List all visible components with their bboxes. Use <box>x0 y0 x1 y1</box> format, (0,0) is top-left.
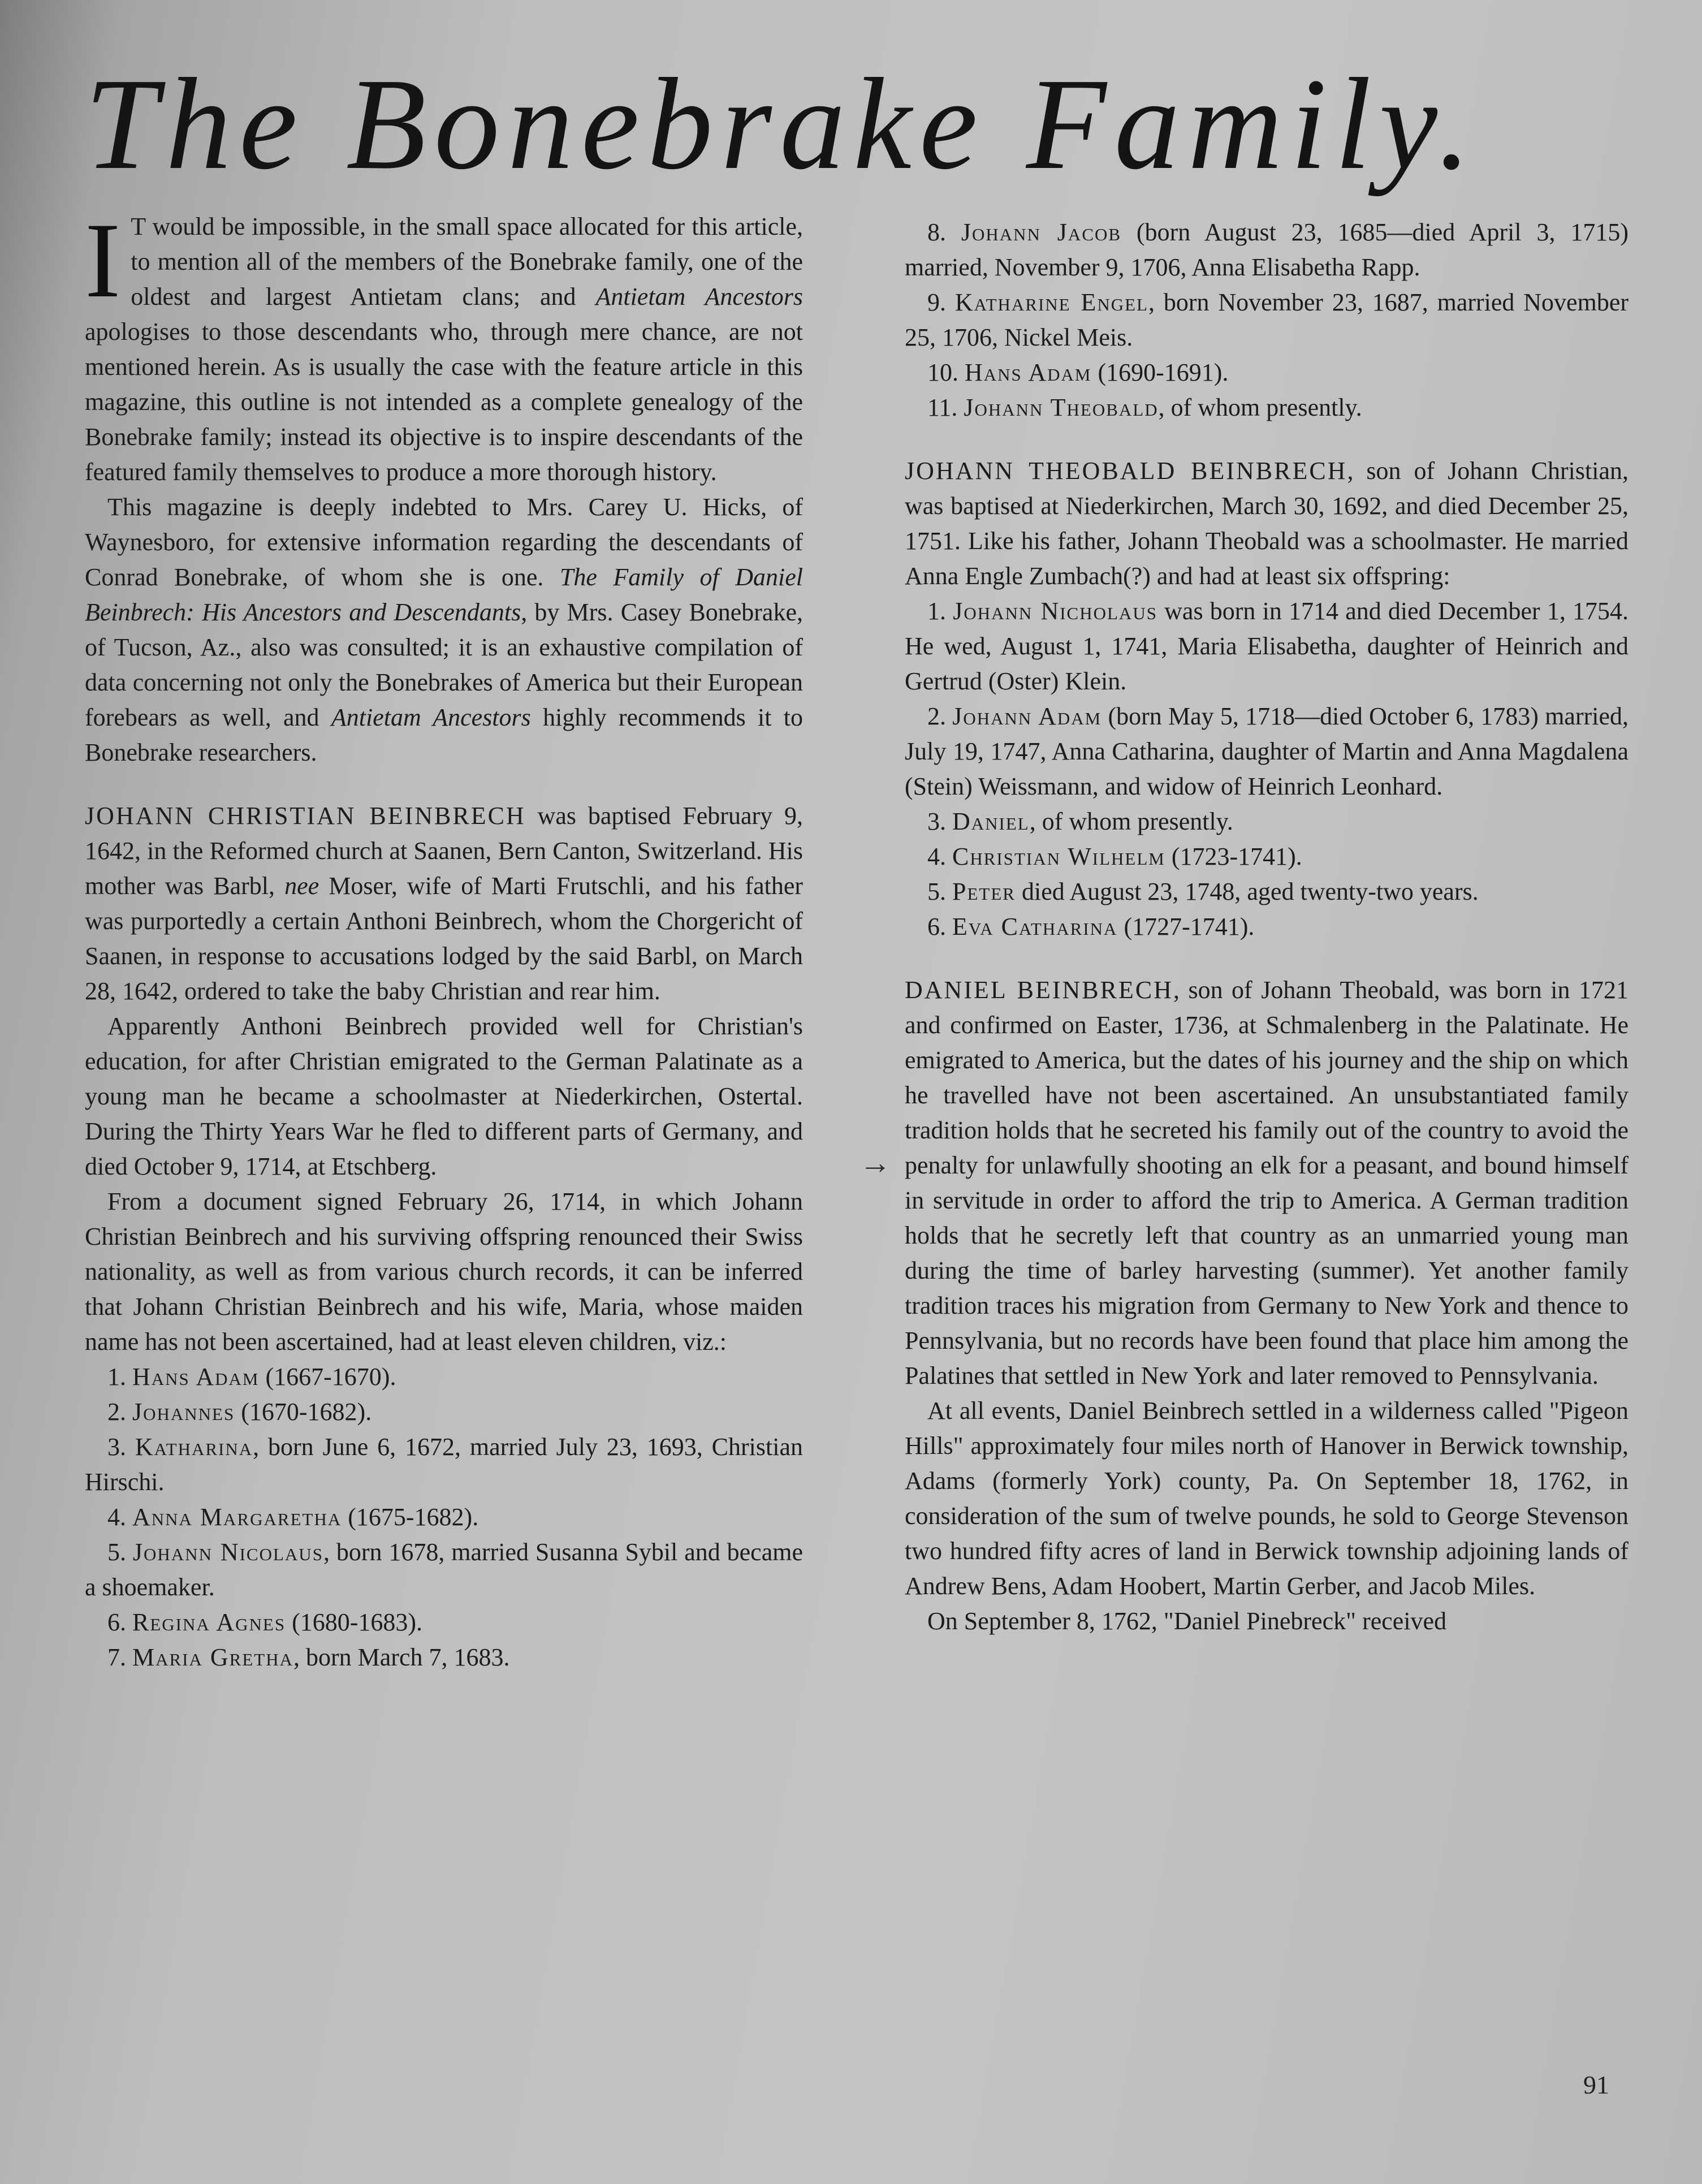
child-name: Johann Theobald <box>964 394 1159 421</box>
child-details: was born in 1714 and died December 1, 1754. He wed, August 1, 1741, Maria Elisabetha, daughter of Heinrich and Gertrud (Oster) Klein. <box>905 597 1629 695</box>
child-name: Katharine Engel <box>954 288 1148 316</box>
list-item <box>905 285 1628 355</box>
child-name: Maria Gretha <box>132 1643 293 1671</box>
child-name: Johannes <box>132 1398 235 1426</box>
list-item-number: 5. <box>107 1538 126 1566</box>
children-list-christian-continued <box>905 215 1628 425</box>
list-item-number: 3. <box>927 808 946 835</box>
list-item-number: 10. <box>927 359 958 386</box>
section-heading-theobald: JOHANN THEOBALD BEINBRECH <box>905 457 1347 485</box>
child-details: (1723-1741). <box>1165 843 1302 870</box>
list-item-number: 2. <box>107 1398 126 1426</box>
left-column <box>85 201 804 1675</box>
list-item-number: 3. <box>107 1433 126 1461</box>
child-details: (1680-1683). <box>286 1608 423 1636</box>
list-item <box>905 909 1628 944</box>
section-heading-christian: JOHANN CHRISTIAN BEINBRECH <box>85 802 526 830</box>
child-details: (1670-1682). <box>235 1398 372 1426</box>
drop-cap: I <box>85 201 121 320</box>
list-item-number: 8. <box>927 218 946 246</box>
child-name: Peter <box>952 878 1016 905</box>
christian-paragraph: JOHANN CHRISTIAN BEINBRECH was baptised February 9, 1642, in the Reformed church at Saanen, Bern Canton, Switzerland. His mother was Barbl, nee Moser, wife of Marti Frutschli, and his father was purportedly a certain Anthoni Beinbrech, whom the Chorgericht of Saanen, in response to accusations lodged by the said Barbl, on March 28, 1642, ordered to take the baby Christian and rear him. <box>85 802 804 1005</box>
christian-paragraph-2: Apparently Anthoni Beinbrech provided well for Christian's education, for after Christian emigrated to the German Palatinate as a young man he became a schoolmaster at Niederkirchen, Ostertal. During the Thirty Years War he fled to different parts of Germany, and died October 9, 1714, at Etschberg. <box>85 1012 803 1180</box>
child-details: (1667-1670). <box>259 1363 396 1391</box>
list-item-number: 2. <box>927 702 946 730</box>
child-details: (born August 23, 1685—died April 3, 1715) married, November 9, 1706, Anna Elisabetha Rapp. <box>905 218 1629 281</box>
theobald-paragraph: JOHANN THEOBALD BEINBRECH, son of Johann Christian, was baptised at Niederkirchen, March 30, 1692, and died December 25, 1751. Like his father, Johann Theobald was a schoolmaster. He married Anna Engle Zumbach(?) and had at least six offspring: <box>905 457 1628 590</box>
daniel-paragraph-3: On September 8, 1762, "Daniel Pinebreck" received <box>927 1607 1447 1635</box>
list-item-number: 1. <box>927 597 946 625</box>
child-details: (1727-1741). <box>1117 913 1255 940</box>
list-item <box>905 390 1628 425</box>
list-item <box>905 874 1628 909</box>
list-item <box>85 1640 803 1675</box>
list-item <box>905 839 1628 874</box>
child-name: Johann Nicholaus <box>953 597 1157 625</box>
page-number: 91 <box>1583 2070 1609 2099</box>
child-details: , of whom presently. <box>1158 394 1362 421</box>
list-item-number: 6. <box>107 1608 126 1636</box>
child-details: died August 23, 1748, aged twenty-two years. <box>1015 878 1479 905</box>
list-item <box>905 594 1628 699</box>
child-name: Hans Adam <box>132 1363 260 1391</box>
list-item <box>85 1359 803 1395</box>
list-item-number: 4. <box>927 843 946 870</box>
child-details: (1690-1691). <box>1091 359 1229 386</box>
list-item <box>905 699 1628 804</box>
article-title: The Bonebrake Family. <box>85 51 1479 197</box>
child-details: , born June 6, 1672, married July 23, 1693, Christian Hirschi. <box>85 1433 804 1496</box>
intro-paragraph: I T would be impossible, in the small space allocated for this article, to mention all of the members of the Bonebrake family, one of the oldest and largest Antietam clans; and Antietam Ancestors apologises to those descendants who, through mere chance, are not mentioned herein. As is usually the case with the feature article in this magazine, this outline is not intended as a complete genealogy of the Bonebrake family; instead its objective is to inspire descendants of the featured family themselves to produce a more thorough history. <box>85 201 803 486</box>
child-details: , born November 23, 1687, married November 25, 1706, Nickel Meis. <box>905 288 1628 351</box>
list-item-number: 4. <box>107 1503 126 1531</box>
child-name: Johann Jacob <box>961 218 1122 246</box>
list-item-number: 6. <box>927 913 946 940</box>
list-item <box>85 1500 803 1535</box>
children-list-theobald <box>905 594 1628 944</box>
child-name: Katharina <box>135 1433 253 1461</box>
section-heading-daniel: DANIEL BEINBRECH <box>905 976 1173 1004</box>
list-item-number: 11. <box>927 394 958 421</box>
child-name: Christian Wilhelm <box>952 843 1165 870</box>
child-name: Eva Catharina <box>952 913 1118 940</box>
list-item <box>905 215 1628 285</box>
list-item-number: 1. <box>107 1363 126 1391</box>
child-details: , born 1678, married Susanna Sybil and became a shoemaker. <box>85 1538 803 1601</box>
child-name: Anna Margaretha <box>132 1503 342 1531</box>
child-details: (1675-1682). <box>342 1503 479 1531</box>
child-details: (born May 5, 1718—died October 6, 1783) married, July 19, 1747, Anna Catharina, daughter of Martin and Anna Magdalena (Stein) Weissmann, and widow of Heinrich Leonhard. <box>905 702 1629 800</box>
list-item <box>85 1430 803 1500</box>
list-item <box>85 1395 803 1430</box>
daniel-paragraph: DANIEL BEINBRECH, son of Johann Theobald, was born in 1721 and confirmed on Easter, 1736, at Schmalenberg in the Palatinate. He emigrated to America, but the dates of his journey and the ship on which he travelled have not been ascertained. An unsubstantiated family tradition holds that he secreted his family out of the country to avoid the penalty for unlawfully shooting an elk for a peasant, and bound himself in servitude in order to afford the trip to America. A German tradition holds that he secretly left that country as an unmarried young man during the time of barley harvesting (summer). Yet another family tradition traces his migration from Germany to New York and thence to Pennsylvania, but no records have been found that place him among the Palatines that settled in New York and later removed to Pennsylvania. <box>905 976 1628 1389</box>
list-item-number: 5. <box>927 878 946 905</box>
list-item <box>905 355 1628 390</box>
children-list-christian <box>85 1359 803 1675</box>
handwritten-arrow-icon: → <box>859 1146 891 1181</box>
list-item-number: 7. <box>107 1643 126 1671</box>
list-item <box>85 1605 803 1640</box>
child-name: Johann Nicolaus <box>132 1538 323 1566</box>
child-details: , born March 7, 1683. <box>293 1643 510 1671</box>
child-name: Regina Agnes <box>132 1608 286 1636</box>
child-name: Johann Adam <box>952 702 1102 730</box>
list-item-number: 9. <box>927 288 946 316</box>
child-name: Daniel <box>952 808 1030 835</box>
child-details: , of whom presently. <box>1029 808 1233 835</box>
list-item <box>85 1535 803 1605</box>
christian-paragraph-3: From a document signed February 26, 1714, in which Johann Christian Beinbrech and his surviving offspring renounced their Swiss nationality, as well as from various church records, it can be inferred that Johann Christian Beinbrech and his wife, Maria, whose maiden name has not been ascertained, had at least eleven children, viz.: <box>85 1188 803 1356</box>
list-item <box>905 804 1628 839</box>
child-name: Hans Adam <box>965 359 1092 386</box>
acknowledgement-paragraph: This magazine is deeply indebted to Mrs. Carey U. Hicks, of Waynesboro, for extensive information regarding the descendants of Conrad Bonebrake, of whom she is one. The Family of Daniel Beinbrech: His Ancestors and Descendants, by Mrs. Casey Bonebrake, of Tucson, Az., also was consulted; it is an exhaustive compilation of data concerning not only the Bonebrakes of America but their European forebears as well, and Antietam Ancestors highly recommends it to Bonebrake researchers. <box>85 493 804 766</box>
right-column <box>905 215 1628 1639</box>
daniel-paragraph-2: At all events, Daniel Beinbrech settled in a wilderness called "Pigeon Hills" approximately four miles north of Hanover in Berwick township, Adams (formerly York) county, Pa. On September 18, 1762, in consideration of the sum of twelve pounds, he sold to George Stevenson two hundred fifty acres of land in Berwick township adjoining lands of Andrew Bens, Adam Hoobert, Martin Gerber, and Jacob Miles. <box>905 1397 1628 1600</box>
